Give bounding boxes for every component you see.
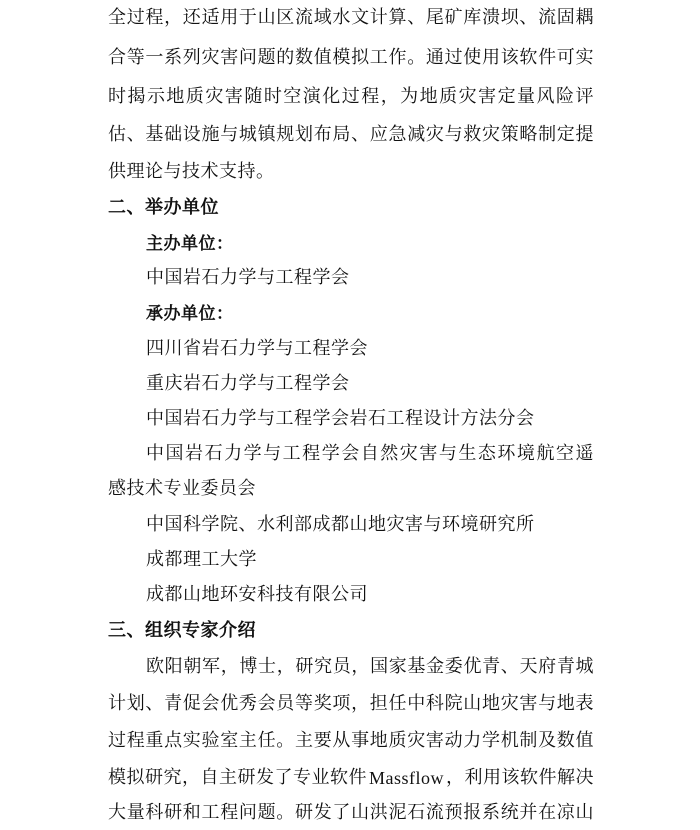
co-organizer-label: 承办单位：	[146, 304, 234, 324]
host-item: 中国岩石力学与工程学会	[146, 267, 350, 288]
co-organizer-item: 四川省岩石力学与工程学会	[146, 338, 368, 359]
co-organizer-item: 成都山地环安科技有限公司	[146, 584, 368, 605]
co-organizer-item: 中国岩石力学与工程学会自然灾害与生态环境航空遥	[146, 443, 594, 464]
expert-paragraph-line-2: 计划、青促会优秀会员等奖项，担任中科院山地灾害与地表	[108, 693, 594, 714]
section-heading-experts: 三、组织专家介绍	[108, 620, 256, 641]
section-heading-organizers: 二、举办单位	[108, 197, 219, 218]
co-organizer-item: 成都理工大学	[146, 549, 257, 570]
intro-line-1: 全过程，还适用于山区流域水文计算、尾矿库溃坝、流固耦	[108, 7, 594, 28]
co-organizer-item: 中国岩石力学与工程学会岩石工程设计方法分会	[146, 408, 535, 429]
co-organizer-item-continued: 感技术专业委员会	[108, 478, 256, 499]
intro-line-3: 时揭示地质灾害随时空演化过程，为地质灾害定量风险评	[108, 86, 594, 107]
expert-paragraph-line-5: 大量科研和工程问题。研发了山洪泥石流预报系统并在凉山	[108, 802, 594, 823]
expert-paragraph-line-3: 过程重点实验室主任。主要从事地质灾害动力学机制及数值	[108, 730, 594, 751]
intro-line-2: 合等一系列灾害问题的数值模拟工作。通过使用该软件可实	[108, 47, 594, 68]
expert-line-4-part-2: ，利用该软件解决	[446, 767, 594, 788]
expert-line-4-part-1: 模拟研究，自主研发了专业软件	[108, 767, 367, 788]
intro-line-5: 供理论与技术支持。	[108, 161, 275, 182]
host-label: 主办单位：	[146, 234, 234, 254]
software-name: Massflow	[369, 768, 444, 788]
expert-paragraph-line-4	[108, 766, 594, 790]
co-organizer-item: 中国科学院、水利部成都山地灾害与环境研究所	[146, 514, 535, 535]
expert-paragraph-line-1: 欧阳朝军，博士，研究员，国家基金委优青、天府青城	[146, 656, 594, 677]
intro-line-4: 估、基础设施与城镇规划布局、应急减灾与救灾策略制定提	[108, 124, 594, 145]
co-organizer-item: 重庆岩石力学与工程学会	[146, 373, 350, 394]
